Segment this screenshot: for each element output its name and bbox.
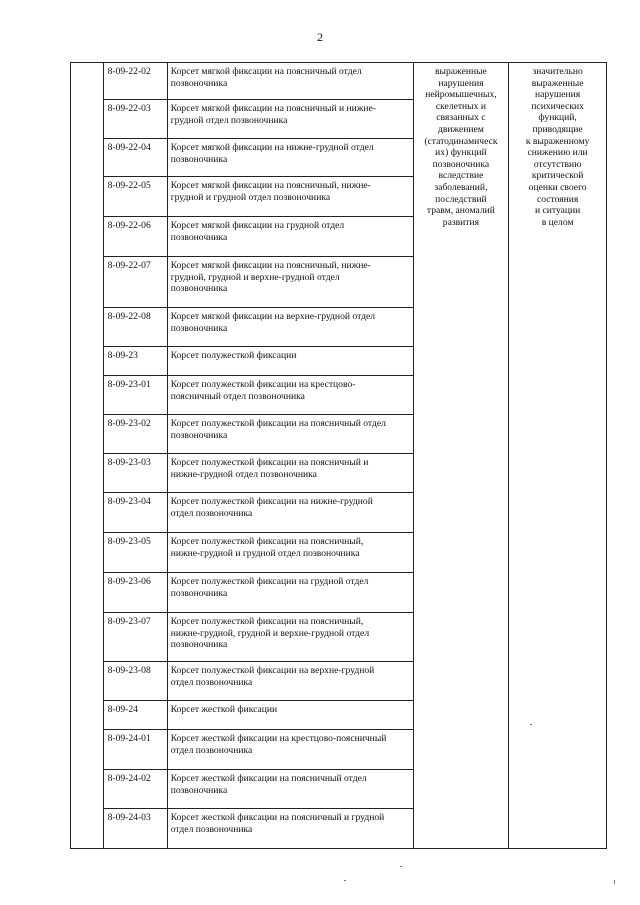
item-code: 8-09-22-04: [103, 139, 167, 177]
item-code: 8-09-22-05: [103, 177, 167, 217]
blank-cell: [71, 415, 104, 454]
item-code: 8-09-22-03: [103, 100, 167, 139]
item-code: 8-09-23-08: [103, 662, 167, 701]
item-name: Корсет мягкой фиксации на поясничный, нижне- грудной и грудной отдел позвоночника: [167, 177, 413, 217]
item-code: 8-09-23: [103, 347, 167, 376]
limitations-cell: значительно выраженные нарушения психических функций, приводящие к выраженному снижению или отсутствию критической оценки своего состояния и ситуации в целом: [509, 63, 607, 849]
item-name: Корсет полужесткой фиксации на поясничный, нижне-грудной, грудной и верхне-грудной отдел позвоночника: [167, 613, 413, 662]
blank-cell: [71, 533, 104, 573]
blank-cell: [71, 493, 104, 533]
item-code: 8-09-23-02: [103, 415, 167, 454]
item-name: Корсет мягкой фиксации на поясничный, нижне- грудной, грудной и верхне-грудной отдел позвоночника: [167, 257, 413, 308]
table-row: [71, 63, 607, 100]
item-code: 8-09-24-03: [103, 809, 167, 849]
blank-cell: [71, 573, 104, 613]
item-name: Корсет жесткой фиксации на поясничный отдел позвоночника: [167, 770, 413, 809]
blank-cell: [71, 730, 104, 770]
blank-cell: [71, 454, 104, 493]
blank-cell: [71, 613, 104, 662]
blank-cell: [71, 100, 104, 139]
scan-speck: [530, 724, 532, 725]
item-name: Корсет полужесткой фиксации: [167, 347, 413, 376]
item-name: Корсет полужесткой фиксации на верхне-грудной отдел позвоночника: [167, 662, 413, 701]
item-name: Корсет полужесткой фиксации на поясничный отдел позвоночника: [167, 415, 413, 454]
item-code: 8-09-22-02: [103, 63, 167, 100]
item-name: Корсет мягкой фиксации на поясничный и нижне- грудной отдел позвоночника: [167, 100, 413, 139]
item-name: Корсет полужесткой фиксации на поясничный, нижне-грудной и грудной отдел позвоночника: [167, 533, 413, 573]
item-name: Корсет полужесткой фиксации на нижне-грудной отдел позвоночника: [167, 493, 413, 533]
scan-speck: [400, 866, 402, 867]
blank-cell: [71, 347, 104, 376]
item-code: 8-09-22-07: [103, 257, 167, 308]
blank-cell: [71, 376, 104, 415]
item-code: 8-09-24-02: [103, 770, 167, 809]
item-name: Корсет мягкой фиксации на поясничный отдел позвоночника: [167, 63, 413, 100]
page-number: 2: [317, 30, 323, 44]
blank-cell: [71, 701, 104, 730]
item-name: Корсет мягкой фиксации на грудной отдел позвоночника: [167, 217, 413, 257]
item-name: Корсет мягкой фиксации на нижне-грудной отдел позвоночника: [167, 139, 413, 177]
item-code: 8-09-23-03: [103, 454, 167, 493]
item-code: 8-09-24-01: [103, 730, 167, 770]
item-name: Корсет мягкой фиксации на верхне-грудной отдел позвоночника: [167, 308, 413, 347]
blank-cell: [71, 809, 104, 849]
impairments-cell: выраженные нарушения нейромышечных, скелетных и связанных с движением (статодинамическ их) функций позвоночника вследствие заболеваний, последствий травм, аномалий развития: [413, 63, 509, 849]
blank-cell: [71, 662, 104, 701]
item-code: 8-09-23-07: [103, 613, 167, 662]
item-code: 8-09-23-01: [103, 376, 167, 415]
blank-cell: [71, 770, 104, 809]
item-code: 8-09-24: [103, 701, 167, 730]
scan-speck: [614, 880, 615, 884]
item-code: 8-09-22-06: [103, 217, 167, 257]
item-name: Корсет жесткой фиксации на крестцово-поясничный отдел позвоночника: [167, 730, 413, 770]
blank-cell: [71, 257, 104, 308]
item-name: Корсет полужесткой фиксации на поясничный и нижне-грудной отдел позвоночника: [167, 454, 413, 493]
blank-cell: [71, 177, 104, 217]
corset-table: [70, 62, 607, 849]
item-name: Корсет жесткой фиксации: [167, 701, 413, 730]
item-name: Корсет жесткой фиксации на поясничный и грудной отдел позвоночника: [167, 809, 413, 849]
item-code: 8-09-23-05: [103, 533, 167, 573]
item-name: Корсет полужесткой фиксации на крестцово- поясничный отдел позвоночника: [167, 376, 413, 415]
item-name: Корсет полужесткой фиксации на грудной отдел позвоночника: [167, 573, 413, 613]
blank-cell: [71, 217, 104, 257]
blank-cell: [71, 63, 104, 100]
scan-speck: [344, 880, 346, 881]
item-code: 8-09-23-06: [103, 573, 167, 613]
item-code: 8-09-23-04: [103, 493, 167, 533]
blank-cell: [71, 308, 104, 347]
item-code: 8-09-22-08: [103, 308, 167, 347]
blank-cell: [71, 139, 104, 177]
